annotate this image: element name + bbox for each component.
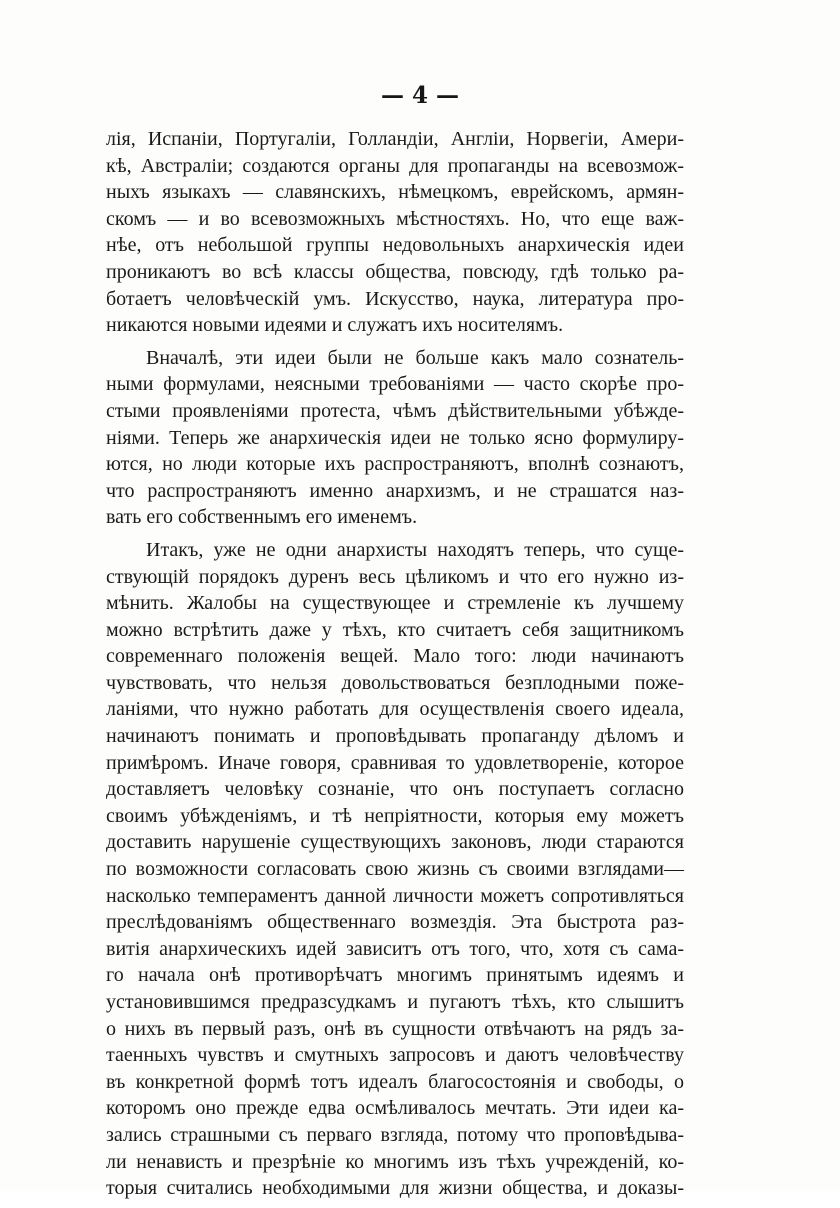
paragraph-2	[106, 345, 684, 531]
paragraph-1	[106, 126, 684, 339]
text-line: нѣе, отъ небольшой группы недовольныхъ анархическія идеи	[106, 234, 684, 257]
text-line: торыя считались необходимыми для жизни общества, и доказы-	[106, 1177, 684, 1200]
text-line: скомъ — и во всевозможныхъ мѣстностяхъ. Но, что еще важ-	[106, 207, 684, 230]
text-line: лія, Испаніи, Португаліи, Голландіи, Англіи, Норвегіи, Амери-	[106, 128, 684, 150]
text-line: ли ненависть и презрѣніе ко многимъ изъ тѣхъ учрежденій, ко-	[106, 1150, 684, 1173]
text-line: примѣромъ. Иначе говоря, сравнивая то удовлетвореніе, которое	[106, 751, 684, 774]
text-line: можно встрѣтить даже у тѣхъ, кто считаетъ себя защитникомъ	[106, 618, 684, 641]
text-line: въ конкретной формѣ тотъ идеалъ благосостоянія и свободы, о	[106, 1070, 684, 1093]
text-line: ными формулами, неясными требованіями — часто скорѣе про-	[106, 373, 684, 396]
text-line: доставить нарушеніе существующихъ законовъ, люди стараются	[106, 831, 684, 854]
text-line: стыми проявленіями протеста, чѣмъ дѣйствительными убѣжде-	[106, 399, 684, 422]
text-line: установившимся предразсудкамъ и пугаютъ тѣхъ, кто слышитъ	[106, 991, 684, 1013]
page-number: — 4 —	[380, 82, 460, 109]
text-line: зались страшными съ перваго взгляда, потому что проповѣдыва-	[106, 1123, 684, 1146]
text-line: современнаго положенія вещей. Мало того: люди начинаютъ	[106, 645, 684, 668]
text-line: ствующій порядокъ дуренъ весь цѣликомъ и что его нужно из-	[106, 565, 684, 588]
text-line: преслѣдованіямъ общественнаго возмездія. Эта быстрота раз-	[106, 911, 684, 934]
text-line: проникаютъ во всѣ классы общества, повсюду, гдѣ только ра-	[106, 260, 684, 283]
text-line: ются, но люди которые ихъ распространяютъ, вполнѣ сознаютъ,	[106, 453, 684, 476]
text-line: что распространяютъ именно анархизмъ, и не страшатся наз-	[106, 479, 684, 502]
text-line: Вначалѣ, эти идеи были не больше какъ мало сознатель-	[146, 346, 684, 369]
body-text	[106, 126, 684, 1208]
text-line: насколько темпераментъ данной личности можетъ сопротивляться	[106, 884, 684, 907]
text-line: своимъ убѣжденіямъ, и тѣ непріятности, которыя ему можетъ	[106, 804, 684, 827]
text-line: ніями. Теперь же анархическія идеи не только ясно формулиру-	[106, 426, 684, 449]
text-line: кѣ, Австраліи; создаются органы для пропаганды на всевозмож-	[106, 154, 684, 177]
text-line: Итакъ, уже не одни анархисты находятъ теперь, что суще-	[146, 538, 684, 561]
text-line: которомъ оно прежде едва осмѣливалось мечтать. Эти идеи ка-	[106, 1097, 684, 1120]
text-line: мѣнить. Жалобы на существующее и стремленіе къ лучшему	[106, 592, 684, 615]
text-line: ланіями, что нужно работать для осуществленія своего идеала,	[106, 698, 684, 721]
text-line: о нихъ въ первый разъ, онѣ въ сущности отвѣчаютъ на рядъ за-	[106, 1017, 684, 1040]
text-line: вать его собственнымъ его именемъ.	[106, 506, 418, 529]
text-line: никаются новыми идеями и служатъ ихъ носителямъ.	[106, 314, 564, 337]
text-line: ныхъ языкахъ — славянскихъ, нѣмецкомъ, еврейскомъ, армян-	[106, 181, 684, 204]
text-line: витія анархическихъ идей зависитъ отъ того, что, хотя съ сама-	[106, 937, 684, 960]
text-line: по возможности согласовать свою жизнь съ своими взглядами—	[106, 858, 684, 881]
text-line: начинаютъ понимать и проповѣдывать пропаганду дѣломъ и	[106, 725, 684, 748]
text-line: ботаетъ человѣческій умъ. Искусство, наука, литература про-	[106, 287, 684, 310]
text-line: чувствовать, что нельзя довольствоваться безплодными поже-	[106, 671, 684, 694]
text-line: доставляетъ человѣку сознаніе, что онъ поступаетъ согласно	[106, 778, 684, 801]
text-line: таенныхъ чувствъ и смутныхъ запросовъ и даютъ человѣчеству	[106, 1044, 684, 1067]
text-line: го начала онѣ противорѣчатъ многимъ принятымъ идеямъ и	[106, 964, 684, 987]
paragraph-3	[106, 537, 684, 1202]
